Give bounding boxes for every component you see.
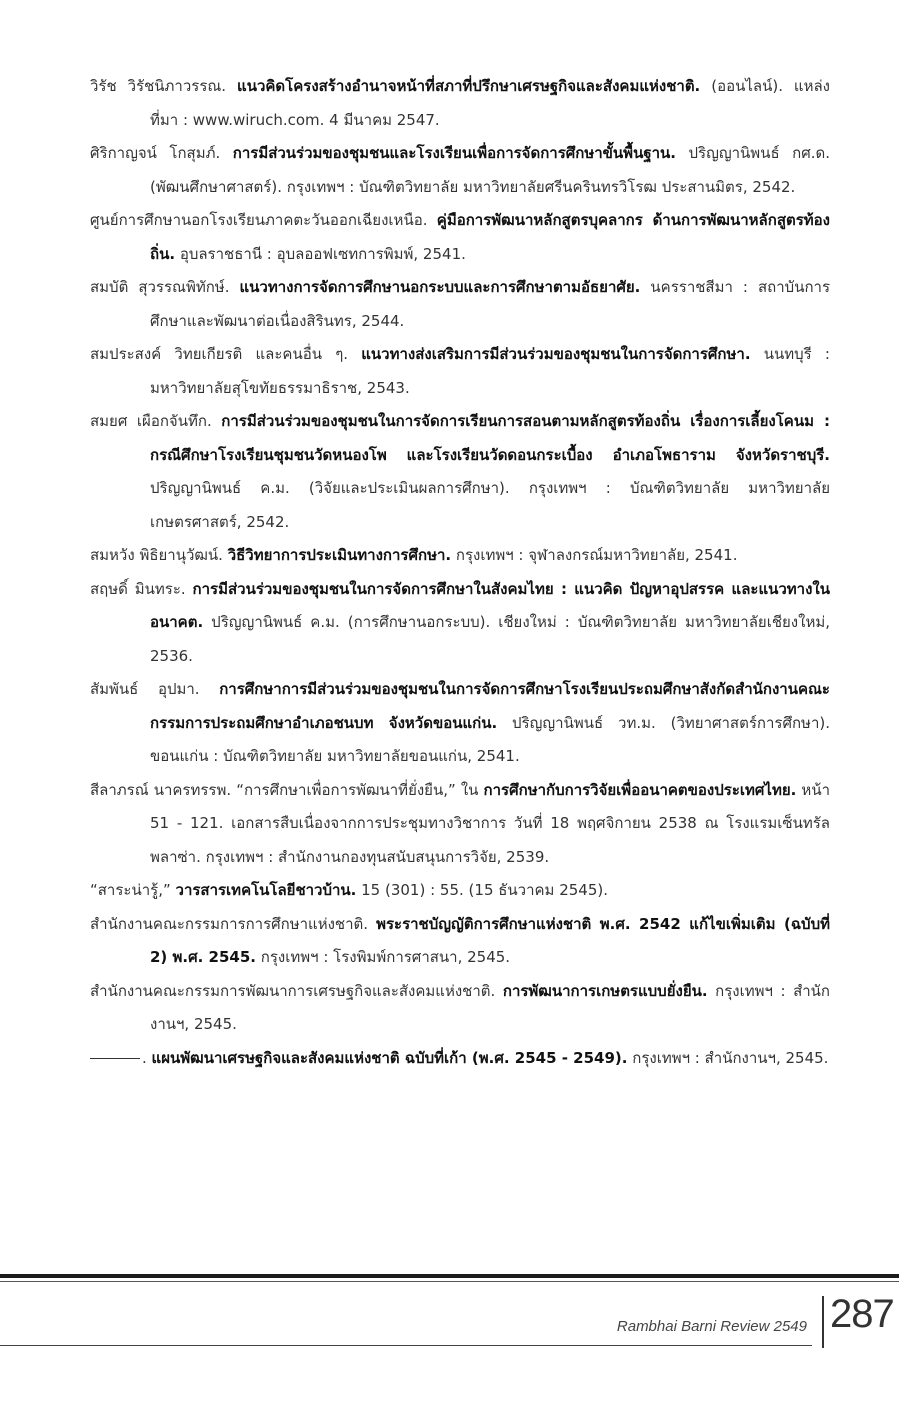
reference-title: การมีส่วนร่วมของชุมชนในการจัดการเรียนการสอนตามหลักสูตรท้องถิ่น เรื่องการเลี้ยงโคนม : กรณีศึกษาโรงเรียนชุมชนวัดหนองโพ และโรงเรียนวัดดอนกระเบื้อง อำเภอโพธาราม จังหวัดราชบุรี. xyxy=(150,412,830,464)
reference-details: (ออนไลน์). แหล่งที่มา : www.wiruch.com. 4 มีนาคม 2547. xyxy=(150,77,830,129)
reference-entry xyxy=(90,204,830,271)
reference-details: กรุงเทพฯ : โรงพิมพ์การศาสนา, 2545. xyxy=(256,948,511,966)
reference-title: แนวทางส่งเสริมการมีส่วนร่วมของชุมชนในการจัดการศึกษา. xyxy=(361,345,751,363)
reference-title: แนวคิดโครงสร้างอำนาจหน้าที่สภาที่ปรึกษาเศรษฐกิจและสังคมแห่งชาติ. xyxy=(237,77,701,95)
reference-entry xyxy=(90,271,830,338)
reference-details: กรุงเทพฯ : สำนักงานฯ, 2545. xyxy=(627,1048,829,1067)
reference-author: สีลาภรณ์ นาครทรรพ. “การศึกษาเพื่อการพัฒนาที่ยั่งยืน,” ใน xyxy=(90,780,484,799)
reference-author: สำนักงานคณะกรรมการการศึกษาแห่งชาติ. xyxy=(90,914,377,933)
bibliography-list xyxy=(90,70,830,1075)
reference-author: ศูนย์การศึกษานอกโรงเรียนภาคตะวันออกเฉียงเหนือ. xyxy=(90,211,437,229)
reference-author: สัมพันธ์ อุปมา. xyxy=(90,680,220,698)
reference-title: การศึกษากับการวิจัยเพื่ออนาคตของประเทศไทย. xyxy=(483,780,797,799)
reference-author: “สาระน่ารู้,” xyxy=(90,881,176,899)
reference-author: สมหวัง พิธิยานุวัฒน์. xyxy=(90,546,228,564)
reference-entry xyxy=(90,874,830,908)
reference-details: อุบลราชธานี : อุบลออฟเซทการพิมพ์, 2541. xyxy=(175,244,466,263)
reference-entry xyxy=(90,774,830,875)
reference-details: ปริญญานิพนธ์ ค.ม. (การศึกษานอกระบบ). เชียงใหม่ : บัณฑิตวิทยาลัย มหาวิทยาลัยเชียงใหม่, 2536. xyxy=(150,613,830,665)
reference-details: กรุงเทพฯ : สำนักงานฯ, 2545. xyxy=(150,981,831,1033)
reference-title: การพัฒนาการเกษตรแบบยั่งยืน. xyxy=(502,981,708,1000)
reference-title: พระราชบัญญัติการศึกษาแห่งชาติ พ.ศ. 2542 แก้ไขเพิ่มเติม (ฉบับที่ 2) พ.ศ. 2545. xyxy=(150,914,830,966)
reference-details: 15 (301) : 55. (15 ธันวาคม 2545). xyxy=(356,881,608,899)
footer-rule-thick xyxy=(0,1274,899,1278)
reference-entry xyxy=(90,137,830,204)
reference-title: แผนพัฒนาเศรษฐกิจและสังคมแห่งชาติ ฉบับที่เก้า (พ.ศ. 2545 - 2549). xyxy=(151,1048,628,1067)
reference-title: แนวทางการจัดการศึกษานอกระบบและการศึกษาตามอัธยาศัย. xyxy=(239,278,641,296)
reference-entry xyxy=(90,673,830,774)
reference-title: วารสารเทคโนโลยีชาวบ้าน. xyxy=(175,881,357,899)
reference-details: นนทบุรี : มหาวิทยาลัยสุโขทัยธรรมาธิราช, 2543. xyxy=(150,345,830,397)
reference-details: นครราชสีมา : สถาบันการศึกษาและพัฒนาต่อเนื่องสิรินทร, 2544. xyxy=(150,278,831,330)
reference-entry xyxy=(90,908,830,975)
reference-author: สมประสงค์ วิทยเกียรติ และคนอื่น ๆ. xyxy=(90,345,362,363)
reference-entry xyxy=(90,338,830,405)
reference-entry xyxy=(90,405,830,539)
reference-author: . xyxy=(142,1048,152,1067)
reference-entry xyxy=(90,70,830,137)
reference-details: กรุงเทพฯ : จุฬาลงกรณ์มหาวิทยาลัย, 2541. xyxy=(451,546,738,564)
repeat-author-dash xyxy=(90,1058,140,1059)
reference-entry xyxy=(90,1042,830,1076)
footer-underline xyxy=(0,1345,812,1346)
reference-author: สำนักงานคณะกรรมการพัฒนาการเศรษฐกิจและสังคมแห่งชาติ. xyxy=(90,981,503,1000)
reference-entry xyxy=(90,975,830,1042)
reference-entry xyxy=(90,573,830,674)
reference-entry xyxy=(90,539,830,573)
reference-title: การศึกษาการมีส่วนร่วมของชุมชนในการจัดการศึกษาโรงเรียนประถมศึกษาสังกัดสำนักงานคณะกรรมการประถมศึกษาอำเภอชนบท จังหวัดขอนแก่น. xyxy=(150,680,830,732)
journal-title: Rambhai Barni Review 2549 xyxy=(616,1318,807,1335)
reference-title: วิธีวิทยาการประเมินทางการศึกษา. xyxy=(227,546,452,564)
reference-author: วิรัช วิรัชนิภาวรรณ. xyxy=(90,77,238,95)
page-number: 287 xyxy=(830,1292,894,1336)
reference-title: การมีส่วนร่วมของชุมชนในการจัดการศึกษาในสังคมไทย : แนวคิด ปัญหาอุปสรรค และแนวทางในอนาคต. xyxy=(150,579,830,631)
reference-details: ปริญญานิพนธ์ วท.ม. (วิทยาศาสตร์การศึกษา). ขอนแก่น : บัณฑิตวิทยาลัย มหาวิทยาลัยขอนแก่น, 2541. xyxy=(150,713,830,765)
footer-rule-thin xyxy=(0,1281,899,1282)
reference-details: ปริญญานิพนธ์ กศ.ด. (พัฒนศึกษาศาสตร์). กรุงเทพฯ : บัณฑิตวิทยาลัย มหาวิทยาลัยศรีนครินทรวิโรฒ ประสานมิตร, 2542. xyxy=(150,144,830,196)
reference-author: ศิริกาญจน์ โกสุมภ์. xyxy=(90,144,233,162)
reference-details: หน้า 51 - 121. เอกสารสืบเนื่องจากการประชุมทางวิชาการ วันที่ 18 พฤศจิกายน 2538 ณ โรงแรมเซ็นทรัลพลาซ่า. กรุงเทพฯ : สำนักงานกองทุนสนับสนุนการวิจัย, 2539. xyxy=(150,780,830,866)
footer-divider xyxy=(822,1296,824,1348)
reference-author: สมบัติ สุวรรณพิทักษ์. xyxy=(90,278,240,296)
reference-details: ปริญญานิพนธ์ ค.ม. (วิจัยและประเมินผลการศึกษา). กรุงเทพฯ : บัณฑิตวิทยาลัย มหาวิทยาลัยเกษตรศาสตร์, 2542. xyxy=(150,479,830,531)
reference-author: สมยศ เผือกจันทึก. xyxy=(90,412,222,430)
reference-author: สฤษดิ์ มินทระ. xyxy=(90,579,193,598)
reference-title: การมีส่วนร่วมของชุมชนและโรงเรียนเพื่อการจัดการศึกษาขั้นพื้นฐาน. xyxy=(232,144,676,162)
reference-title: คู่มือการพัฒนาหลักสูตรบุคลากร ด้านการพัฒนาหลักสูตรท้องถิ่น. xyxy=(150,211,830,263)
